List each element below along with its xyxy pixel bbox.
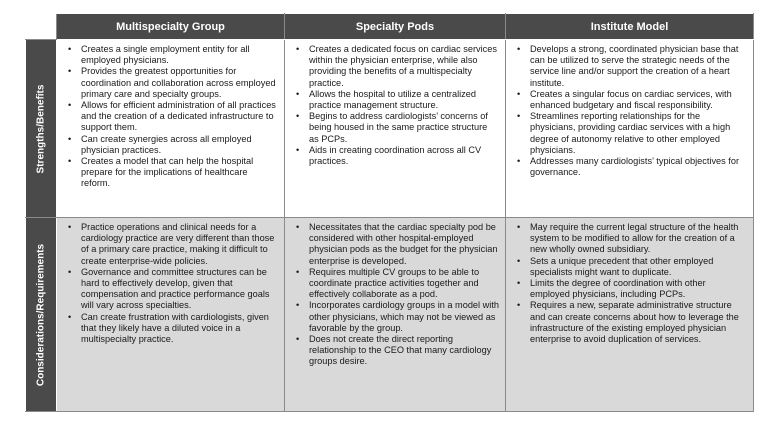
header-row [26, 14, 754, 40]
column-header-institute-model: Institute Model [506, 14, 754, 40]
bullet-item: • Begins to address cardiologists’ concerns of being housed in the same practice structure as PCPs. [309, 111, 499, 145]
bullet-item: • Can create frustration with cardiologists, given that they likely have a diluted voice in a multispecialty practice. [81, 312, 278, 346]
bullet-list [57, 222, 284, 345]
bullet-item: • Aids in creating coordination across all CV practices. [309, 145, 499, 167]
bullet-list [285, 44, 505, 167]
bullet-item: • Requires multiple CV groups to be able to coordinate practice activities together and effectively collaborate as a pod. [309, 267, 499, 301]
corner-cell [26, 14, 57, 40]
bullet-item: • Creates a model that can help the hospital prepare for the implications of healthcare reform. [81, 156, 278, 190]
bullet-item: • Develops a strong, coordinated physician base that can be utilized to serve the strategic needs of the service line and/or support the creation of a heart institute. [530, 44, 747, 89]
bullet-item: • Necessitates that the cardiac specialty pod be considered with other hospital-employed physician pods as the budget for the physician enterprise is developed. [309, 222, 499, 267]
cell-considerations-institute-model [506, 218, 754, 412]
bullet-item: • Sets a unique precedent that other employed specialists might want to duplicate. [530, 256, 747, 278]
bullet-list [506, 222, 753, 345]
column-header-specialty-pods: Specialty Pods [285, 14, 506, 40]
bullet-item: • Creates a dedicated focus on cardiac services within the physician enterprise, while also providing the benefits of a multispecialty practice. [309, 44, 499, 89]
bullet-item: • Creates a singular focus on cardiac services, with enhanced budgetary and fiscal responsibility. [530, 89, 747, 111]
row-header-strengths-benefits [26, 40, 57, 218]
bullet-list [506, 44, 753, 178]
row-considerations-requirements [26, 218, 754, 412]
bullet-item: • Incorporates cardiology groups in a model with other physicians, which may not be viewed as favorable by the group. [309, 300, 499, 334]
cell-considerations-specialty-pods [285, 218, 506, 412]
bullet-item: • Requires a new, separate administrative structure and can create concerns about how to leverage the infrastructure of the existing employed physician enterprise to avoid duplication of services. [530, 300, 747, 345]
bullet-item: • Practice operations and clinical needs for a cardiology practice are very different than those of a primary care practice, making it difficult to create enterprise-wide policies. [81, 222, 278, 267]
bullet-item: • Creates a single employment entity for all employed physicians. [81, 44, 278, 66]
bullet-item: • May require the current legal structure of the health system to be modified to allow for the creation of a new wholly owned subsidiary. [530, 222, 747, 256]
cell-strengths-specialty-pods [285, 40, 506, 218]
bullet-item: • Provides the greatest opportunities for coordination and collaboration across employed primary care and specialty groups. [81, 66, 278, 100]
bullet-item: • Allows for efficient administration of all practices and the creation of a dedicated infrastructure to support them. [81, 100, 278, 134]
cell-strengths-institute-model [506, 40, 754, 218]
bullet-item: • Limits the degree of coordination with other employed physicians, including PCPs. [530, 278, 747, 300]
bullet-item: • Streamlines reporting relationships for the physicians, providing cardiac services with a high degree of autonomy relative to other employed physicians. [530, 111, 747, 156]
row-header-label: Considerations/Requirements [35, 243, 47, 386]
row-header-label: Strengths/Benefits [35, 84, 47, 173]
column-header-multispecialty-group: Multispecialty Group [57, 14, 285, 40]
bullet-item: • Allows the hospital to utilize a centralized practice management structure. [309, 89, 499, 111]
cell-strengths-multispecialty [57, 40, 285, 218]
bullet-list [285, 222, 505, 368]
bullet-item: • Addresses many cardiologists’ typical objectives for governance. [530, 156, 747, 178]
cell-considerations-multispecialty [57, 218, 285, 412]
bullet-item: • Governance and committee structures can be hard to effectively develop, given that compensation and practice performance goals will vary across specialties. [81, 267, 278, 312]
bullet-item: • Can create synergies across all employed physician practices. [81, 134, 278, 156]
bullet-item: • Does not create the direct reporting relationship to the CEO that many cardiology groups desire. [309, 334, 499, 368]
row-strengths-benefits [26, 40, 754, 218]
row-header-considerations-requirements [26, 218, 57, 412]
bullet-list [57, 44, 284, 190]
comparison-table [25, 13, 754, 412]
